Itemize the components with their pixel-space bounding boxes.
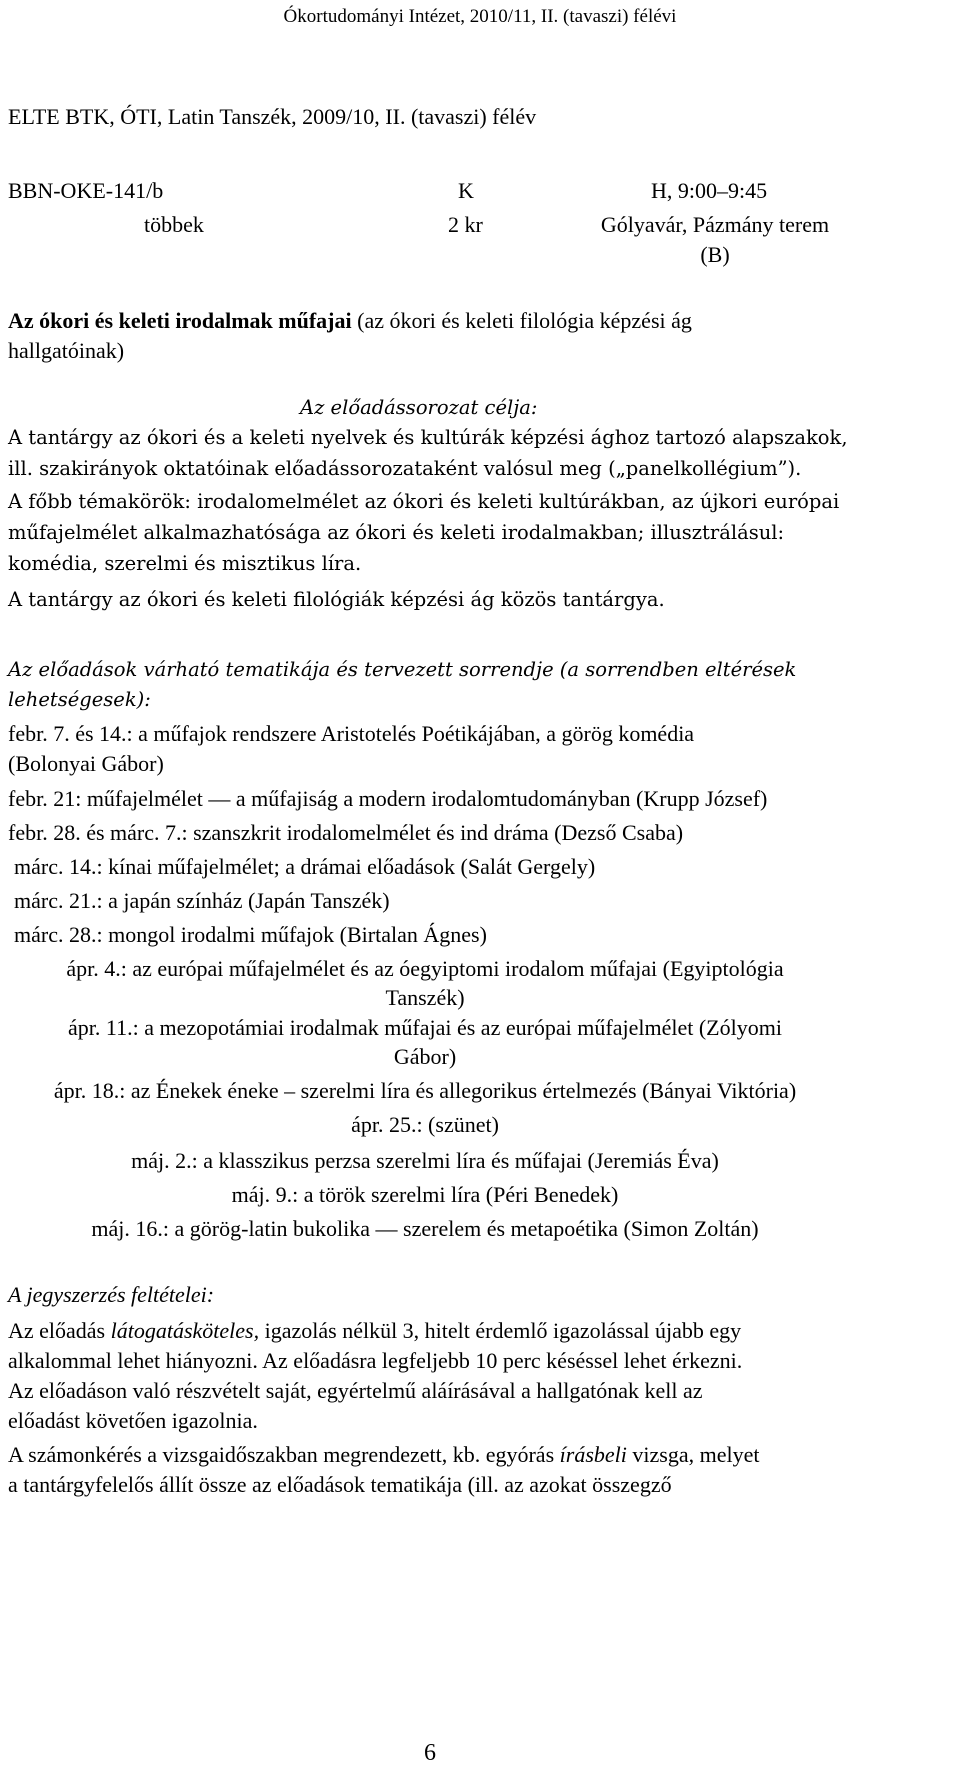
course-title-bold: Az ókori és keleti irodalmak műfajai [8,308,352,333]
course-time: H, 9:00–9:45 [651,178,768,203]
schedule-item: ápr. 18.: az Énekek éneke – szerelmi líra és allegorikus értelmezés (Bányai Viktória) [53,1078,797,1103]
aim-line-5: komédia, szerelmi és misztikus líra. [8,552,362,575]
schedule-item: máj. 9.: a török szerelmi líra (Péri Benedek) [231,1182,619,1207]
schedule-item: febr. 21: műfajelmélet — a műfajiság a modern irodalomtudományban (Krupp József) [8,786,768,811]
course-code: BBN-OKE-141/b [8,178,164,203]
schedule-heading-cont: lehetségesek): [8,688,151,711]
requirements-heading: A jegyszerzés feltételei: [8,1282,215,1307]
schedule-item: márc. 28.: mongol irodalmi műfajok (Birtalan Ágnes) [14,922,487,947]
schedule-item: ápr. 4.: az európai műfajelmélet és az óegyiptomi irodalom műfajai (Egyiptológia [66,956,784,981]
requirements-line: A számonkérés a vizsgaidőszakban megrendezett, kb. egyórás írásbeli vizsga, melyet [8,1442,760,1467]
requirements-line: előadást követően igazolnia. [8,1408,258,1433]
course-room-building: (B) [700,242,730,267]
running-header: Ókortudományi Intézet, 2010/11, II. (tavaszi) félévi [283,6,677,27]
schedule-item: ápr. 11.: a mezopotámiai irodalmak műfajai és az európai műfajelmélet (Zólyomi [68,1015,782,1040]
aim-line-3: A főbb témakörök: irodalomelmélet az ókori és keleti kultúrákban, az újkori európai [8,490,840,513]
course-lecturer: többek [144,212,204,237]
aim-line-6: A tantárgy az ókori és keleti filológiák képzési ág közös tantárgya. [8,588,665,611]
schedule-item: ápr. 25.: (szünet) [351,1112,499,1137]
course-room: Gólyavár, Pázmány terem [600,212,830,237]
aim-heading: Az előadássorozat célja: [300,396,538,419]
schedule-item: febr. 7. és 14.: a műfajok rendszere Aristotelés Poétikájában, a görög komédia [8,721,695,746]
institution-line: ELTE BTK, ÓTI, Latin Tanszék, 2009/10, II. (tavaszi) félév [8,104,537,129]
schedule-item: márc. 14.: kínai műfajelmélet; a drámai előadások (Salát Gergely) [14,854,596,879]
course-title [8,306,692,336]
course-credits: 2 kr [448,212,483,237]
schedule-item: Gábor) [393,1044,457,1069]
requirements-line: a tantárgyfelelős állít össze az előadások tematikája (ill. az azokat összegző [8,1472,672,1497]
schedule-item: máj. 2.: a klasszikus perzsa szerelmi líra és műfajai (Jeremiás Éva) [131,1148,719,1173]
requirements-line: alkalommal lehet hiányozni. Az előadásra legfeljebb 10 perc késéssel lehet érkezni. [8,1348,743,1373]
schedule-item: (Bolonyai Gábor) [8,751,164,776]
aim-line-4: műfajelmélet alkalmazhatósága az ókori és keleti irodalmakban; illusztrálásul: [8,521,785,544]
schedule-heading: Az előadások várható tematikája és tervezett sorrendje (a sorrendben eltérések [8,658,797,681]
course-title-line2: hallgatóinak) [8,338,125,363]
schedule-item: márc. 21.: a japán színház (Japán Tanszék) [14,888,390,913]
course-title-rest: (az ókori és keleti filológia képzési ág [351,308,692,333]
requirements-line: Az előadáson való részvételt saját, egyértelmű aláírásával a hallgatónak kell az [8,1378,703,1403]
schedule-item: máj. 16.: a görög-latin bukolika — szerelem és metapoétika (Simon Zoltán) [91,1216,759,1241]
requirements-line: Az előadás látogatásköteles, igazolás nélkül 3, hitelt érdemlő igazolással újabb egy [8,1318,742,1343]
schedule-item: Tanszék) [385,985,465,1010]
course-type: K [458,178,474,203]
aim-line-1: A tantárgy az ókori és a keleti nyelvek és kultúrák képzési ághoz tartozó alapszakok, [8,426,848,449]
aim-line-2: ill. szakirányok oktatóinak előadássorozataként valósul meg („panelkollégium”). [8,457,802,480]
schedule-item: febr. 28. és márc. 7.: szanszkrit irodalomelmélet és ind dráma (Dezső Csaba) [8,820,684,845]
page-number: 6 [424,1740,436,1766]
